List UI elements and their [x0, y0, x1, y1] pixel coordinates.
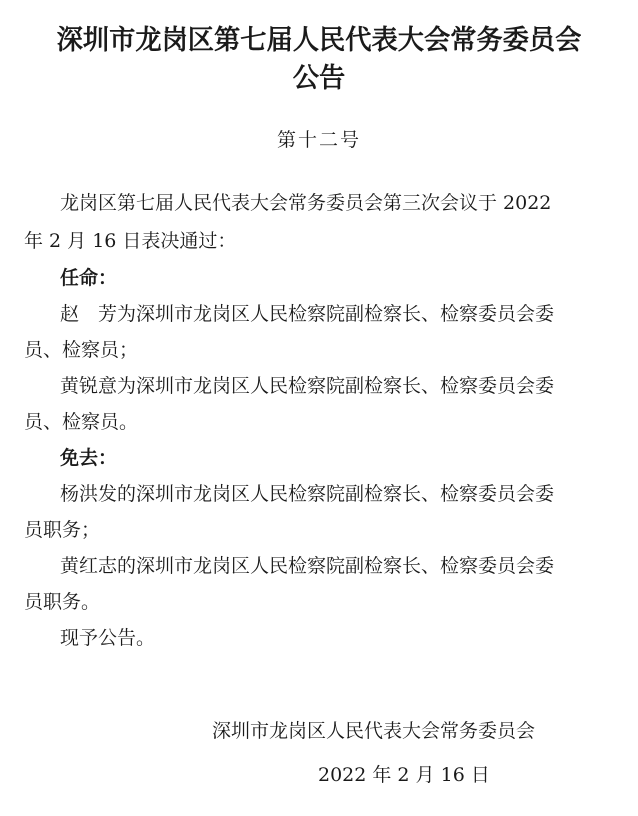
intro-line-1: 龙岗区第七届人民代表大会常务委员会第三次会议于 2022: [60, 192, 552, 214]
appoint-item-2-line-1: 黄锐意为深圳市龙岗区人民检察院副检察长、检察委员会委: [60, 375, 555, 397]
signature-organization: 深圳市龙岗区人民代表大会常务委员会: [212, 720, 536, 742]
dismiss-item-1-line-2: 员职务；: [24, 519, 101, 541]
closing-statement: 现予公告。: [60, 627, 156, 649]
document-title: 深圳市龙岗区第七届人民代表大会常务委员会: [56, 25, 582, 56]
dismiss-item-1-line-1: 杨洪发的深圳市龙岗区人民检察院副检察长、检察委员会委: [60, 483, 555, 505]
intro-line-2: 年 2 月 16 日表决通过：: [24, 230, 237, 252]
dismiss-item-2-line-2: 员职务。: [24, 591, 101, 613]
signature-date: 2022 年 2 月 16 日: [318, 764, 490, 786]
dismiss-heading: 免去：: [60, 447, 118, 469]
document-number: 第十二号: [276, 129, 361, 151]
appoint-item-2-line-2: 员、检察员。: [24, 411, 139, 433]
appoint-item-1-line-1: 赵 芳为深圳市龙岗区人民检察院副检察长、检察委员会委: [60, 303, 555, 325]
appoint-item-1-line-2: 员、检察员；: [24, 339, 139, 361]
appoint-heading: 任命：: [60, 267, 118, 289]
document-title-subtitle: 公告: [292, 63, 346, 94]
dismiss-item-2-line-1: 黄红志的深圳市龙岗区人民检察院副检察长、检察委员会委: [60, 555, 555, 577]
